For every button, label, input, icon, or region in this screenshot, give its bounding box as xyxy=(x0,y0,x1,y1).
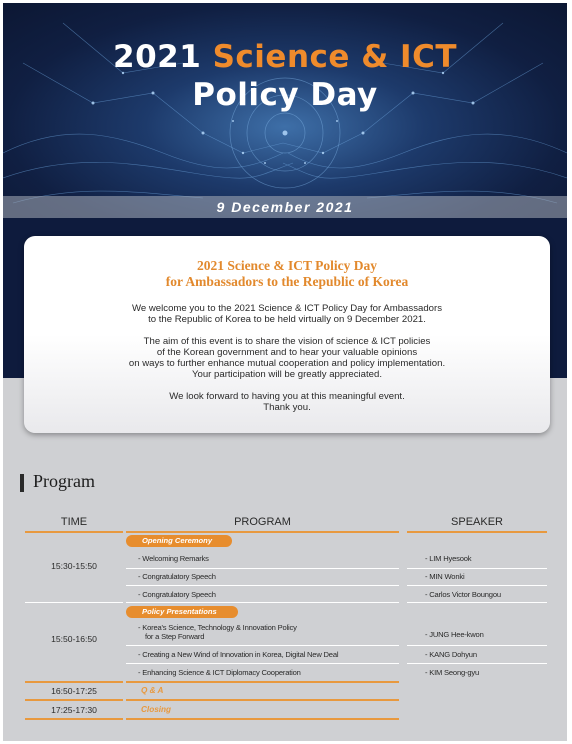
invitation-card xyxy=(24,236,550,433)
aim-paragraph: The aim of this event is to share the vision of science & ICT policies of the Korean government and to hear your valuable opinions on ways to further enhance mutual cooperation and policy implementation. Your participation will be greatly appreciated. xyxy=(128,335,446,381)
row-rule xyxy=(126,699,399,701)
speaker-item: - KIM Seong-gyu xyxy=(425,668,479,677)
header-rule-speaker xyxy=(407,531,547,533)
session-label-presentations: Policy Presentations xyxy=(126,606,238,618)
row-rule xyxy=(126,585,399,586)
hero-title-accent: Science & ICT xyxy=(212,39,457,75)
hero-banner xyxy=(3,3,567,228)
session-label-closing: Closing xyxy=(141,705,172,714)
column-header-speaker: SPEAKER xyxy=(451,516,503,528)
row-rule xyxy=(25,602,123,603)
row-rule xyxy=(126,718,399,720)
row-rule xyxy=(407,602,547,603)
session-label-qa: Q & A xyxy=(141,686,164,695)
header-rule-program xyxy=(126,531,399,533)
row-rule xyxy=(407,568,547,569)
program-item: - Welcoming Remarks xyxy=(138,554,209,563)
row-rule xyxy=(25,681,123,683)
welcome-paragraph: We welcome you to the 2021 Science & ICT Policy Day for Ambassadors to the Republic of Korea to be held virtually on 9 December 2021. xyxy=(132,303,442,326)
program-item: - Congratulatory Speech xyxy=(138,590,216,599)
invitation-title: 2021 Science & ICT Policy Day for Ambassadors to the Republic of Korea xyxy=(165,258,409,289)
event-date: 9 December 2021 xyxy=(216,199,354,215)
speaker-item: - Carlos Victor Boungou xyxy=(425,590,501,599)
row-rule xyxy=(407,585,547,586)
program-item: - Creating a New Wind of Innovation in Korea, Digital New Deal xyxy=(138,650,339,659)
speaker-item: - LIM Hyesook xyxy=(425,554,472,563)
speaker-item: - KANG Dohyun xyxy=(425,650,477,659)
hero-title-line2: Policy Day xyxy=(192,77,378,113)
row-rule xyxy=(126,681,399,683)
column-header-program: PROGRAM xyxy=(234,516,291,528)
row-rule xyxy=(126,602,399,603)
network-hands-illustration xyxy=(3,3,567,228)
row-rule xyxy=(407,663,547,664)
date-band xyxy=(3,196,567,218)
row-rule xyxy=(25,718,123,720)
program-item: - Korea's Science, Technology & Innovation Policy for a Step Forward xyxy=(138,623,297,641)
session-time: 15:50-16:50 xyxy=(51,634,97,644)
speaker-item: - MIN Wonki xyxy=(425,572,465,581)
row-rule xyxy=(126,645,399,646)
header-rule-time xyxy=(25,531,123,533)
invitation-page: 2021 Science & ICT Policy Day 9 December 2021 2021 Science & ICT Policy Day for Ambassadors to the Republic of Korea We welcome you to the 2021 Science & ICT Policy Day for Ambassadors to the Republic of Korea to be held virtually on 9 December 2021. The aim of this event is to share the vision of science & ICT policies of the Korean government and to hear your valuable opinions on ways to further enhance mutual cooperation and policy implementation. Your participation will be greatly appreciated. We look forward to having you at this meaningful event. Thank you. Program TIME PROGRAM SPEAKER Opening Ceremony 15:30-15:50 - Welcoming Remarks - LIM Hyesook - Congratulatory Speech - MIN Wonki - Congratulatory Speech - Carlos Victor Boungou Policy Presentations 15:50-16:50 - Korea's Science, Technology & Innovation Policy for a Step Forward - JUNG Hee-kwon - Creating a New Wind of Innovation in Korea, Digital New Deal - KANG Dohyun - Enhancing Science & ICT Diplomacy Cooperation - KIM Seong-gyu 16:50-17:25 Q & A 17:25-17:30 Closing xyxy=(3,3,567,741)
speaker-item: - JUNG Hee-kwon xyxy=(425,630,484,639)
hero-title-line1: 2021 Science & ICT xyxy=(113,39,457,75)
heading-bar-icon xyxy=(20,474,24,492)
row-rule xyxy=(407,645,547,646)
row-rule xyxy=(25,699,123,701)
session-time: 17:25-17:30 xyxy=(51,705,97,715)
closing-paragraph: We look forward to having you at this meaningful event. Thank you. xyxy=(169,390,405,414)
program-item: - Congratulatory Speech xyxy=(138,572,216,581)
session-label-opening: Opening Ceremony xyxy=(126,535,232,547)
program-item: - Enhancing Science & ICT Diplomacy Cooperation xyxy=(138,668,301,677)
row-rule xyxy=(126,568,399,569)
session-time: 15:30-15:50 xyxy=(51,561,97,571)
column-header-time: TIME xyxy=(60,516,88,528)
session-time: 16:50-17:25 xyxy=(51,686,97,696)
row-rule xyxy=(126,663,399,664)
